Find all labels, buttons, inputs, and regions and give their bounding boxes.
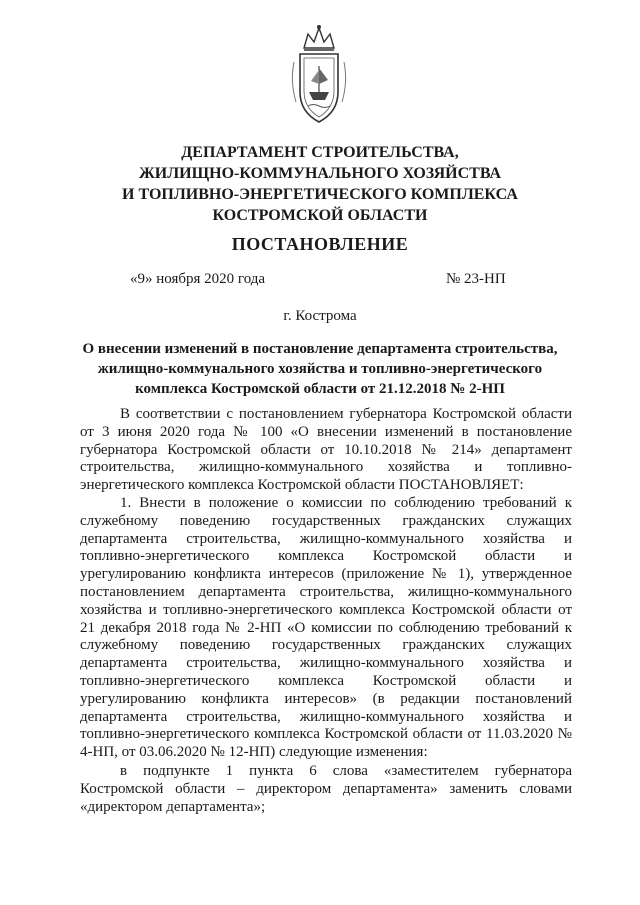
- document-city: г. Кострома: [283, 308, 357, 324]
- coat-of-arms-emblem: [288, 22, 350, 130]
- subject-line: комплекса Костромской области от 21.12.2018 № 2-НП: [135, 381, 505, 397]
- document-date: «9» ноября 2020 года: [130, 271, 266, 287]
- department-name-line: И ТОПЛИВНО-ЭНЕРГЕТИЧЕСКОГО КОМПЛЕКСА: [122, 186, 518, 203]
- document-body: [80, 406, 572, 816]
- document-subject: [70, 339, 570, 399]
- department-name: [80, 142, 560, 226]
- document-number: № 23-НП: [446, 271, 506, 287]
- department-name-line: ДЕПАРТАМЕНТ СТРОИТЕЛЬСТВА,: [181, 144, 459, 161]
- subject-line: жилищно-коммунального хозяйства и топливно-энергетического: [97, 361, 543, 377]
- department-name-line: КОСТРОМСКОЙ ОБЛАСТИ: [212, 207, 428, 224]
- department-name-line: ЖИЛИЩНО-КОММУНАЛЬНОГО ХОЗЯЙСТВА: [138, 165, 502, 182]
- subject-line: О внесении изменений в постановление департамента строительства,: [82, 341, 558, 357]
- document-type-title: ПОСТАНОВЛЕНИЕ: [231, 234, 409, 254]
- body-paragraph-preamble: В соответствии с постановлением губернатора Костромской области от 3 июня 2020 года № 100 «О внесении изменений в постановление губернатора Костромской области от 10.10.2018 № 214» департамент строительства, жилищно-коммунального хозяйства и топливно-энергетического комплекса Костромской области ПОСТАНОВЛЯЕТ:: [80, 406, 572, 494]
- body-paragraph-item-1: 1. Внести в положение о комиссии по соблюдению требований к служебному поведению государственных гражданских служащих департамента строительства, жилищно-коммунального хозяйства и топливно-энергетического комплекса Костромской области и урегулированию конфликта интересов (приложение № 1), утвержденное постановлением департамента строительства, жилищно-коммунального хозяйства и топливно-энергетического комплекса Костромской области от 21 декабря 2018 года № 2-НП «О комиссии по соблюдению требований к служебному поведению государственных гражданских служащих департамента строительства, жилищно-коммунального хозяйства и топливно-энергетического комплекса Костромской области и урегулированию конфликта интересов» (в редакции постановлений департамента строительства, жилищно-коммунального хозяйства и топливно-энергетического комплекса Костромской области от 11.03.2020 № 4-НП, от 03.06.2020 № 12-НП) следующие изменения:: [80, 494, 572, 761]
- body-paragraph-subitem: в подпункте 1 пункта 6 слова «заместителем губернатора Костромской области – директором департамента» заменить словами «директором департамента»;: [80, 762, 572, 815]
